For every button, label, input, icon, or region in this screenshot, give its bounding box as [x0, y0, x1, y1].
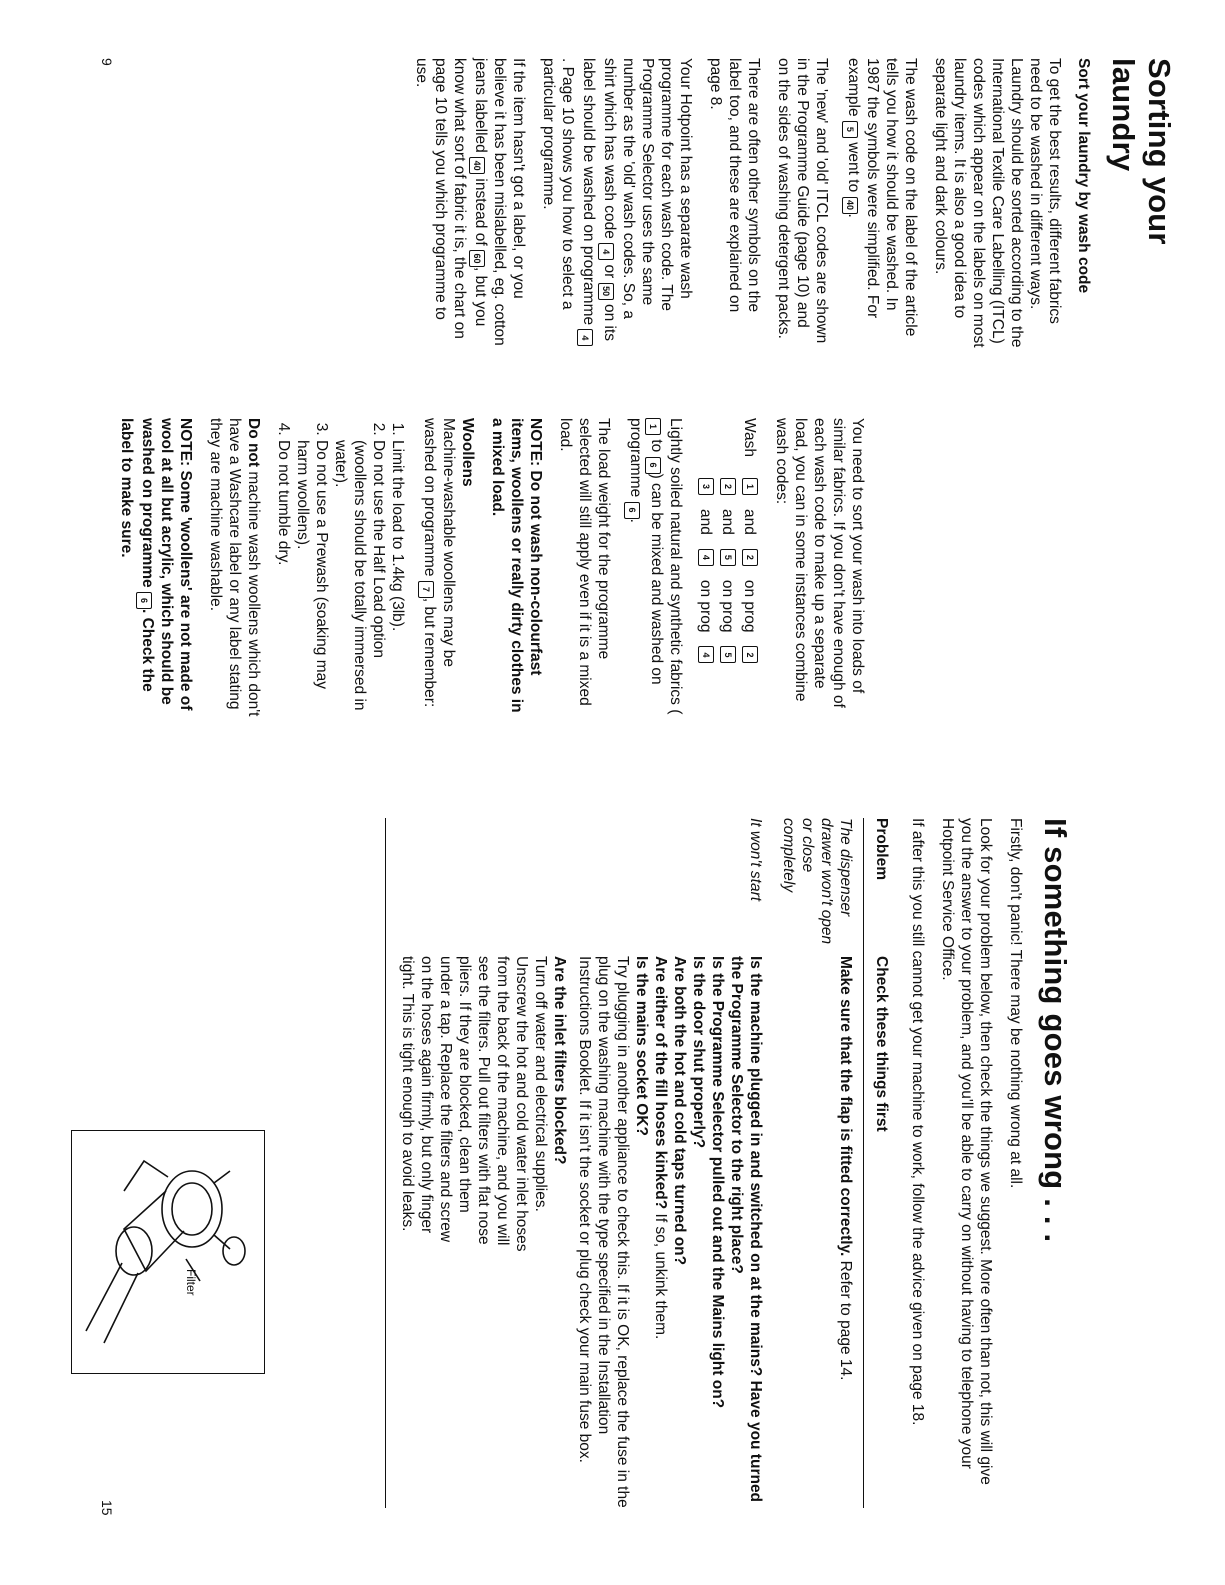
- wash-code-icon: 6: [645, 457, 661, 474]
- wash-code-icon: 3: [698, 478, 714, 495]
- woollens-heading: Woollens: [459, 418, 476, 487]
- paragraph: You need to sort your wash into loads of similar fabrics. If you don't have enough of each wash code to make up a separate load, you can in some instances combine wash codes:: [773, 418, 866, 708]
- problem-cell: It won't start: [386, 818, 774, 956]
- wash-code-icon: 1: [742, 478, 758, 495]
- page-title: If something goes wrong . . .: [1038, 818, 1073, 1243]
- table-header-row: [864, 818, 898, 1508]
- page-number-right: 15: [99, 1500, 115, 1516]
- hose-filter-icon: [72, 1131, 264, 1373]
- wash-code-icon: 50: [598, 283, 614, 300]
- inlet-filter-illustration: [71, 1130, 265, 1374]
- check-cell: Is the machine plugged in and switched on at the mains? Have you turned the Programme Selector to the right place? Is the Programme Selector pulled out and the Mains light on? Is the door shut properly? Are both the hot and cold taps turned on? Are either of the fill hoses kinked? If so, unkink them. Is the mains socket OK? Try plugging in another appliance to check this. If it is OK, replace the fuse in the plug on the washing machine with the type specified in the Installation Instructions Booklet. If it isn't the socket or plug check your main fuse box. Are the inlet filters blocked? Turn off water and electrical supplies. Unscrew the hot and cold water inlet hoses from the back of the machine, and you will see the filters. Pull out filters with flat nose pliers. If they are blocked, clean them under a tap. Replace the filters and screw on the hoses again firmly, but only finger tight. This is tight enough to avoid leaks.: [386, 956, 774, 1508]
- paragraph: Your Hotpoint has a separate wash programme for each wash code. The Programme Selector uses the same number as the 'old' wash codes. So, a shirt which has wash code 4 or 50 on its label should be washed on programme 4. Page 10 shows you how to select a particular programme.: [539, 58, 695, 348]
- list-item: 3. Do not use a Prewash (soaking may harm woollens).: [293, 440, 331, 718]
- wash-code-icon: 5: [720, 646, 736, 663]
- woollens-list: [274, 418, 407, 718]
- wash-code-icon: 6: [624, 502, 640, 519]
- note: NOTE: Some 'woollens' are not made of wool at all but acrylic, which should be washed on programme 6. Check the label to make sure.: [118, 418, 194, 711]
- list-item: 4. Do not tumble dry.: [274, 440, 293, 718]
- wash-code-icon: 2: [720, 478, 736, 495]
- paragraph: Firstly, don't panic! There may be nothing wrong at all.: [1007, 818, 1024, 1189]
- wash-code-icon: 4: [698, 549, 714, 566]
- wash-code-icon: 40: [842, 197, 858, 214]
- combine-row: Wash 1 and 2 on prog 2: [739, 418, 761, 718]
- troubleshooting-column: [385, 818, 1073, 1508]
- paragraph: Look for your problem below, then check the things we suggest. More often than not, this will give you the answer to your problem, and you'll be able to carry on without having to telephone your Hotpoint Service Office.: [939, 818, 994, 1485]
- wash-code-icon: 2: [742, 646, 758, 663]
- wash-code-icon: 4: [577, 329, 593, 346]
- problem-cell: The dispenser drawer won't open or close completely: [780, 818, 854, 945]
- wash-code-icon: 4: [698, 646, 714, 663]
- list-item: 1. Limit the load to 1.4kg (3lb).: [388, 440, 407, 718]
- combining-column: [106, 418, 867, 718]
- troubleshooting-table: [385, 818, 897, 1508]
- paragraph: If the item hasn't got a label, or you believe it has been mislabelled, eg. cotton jeans labelled 40 instead of 60, but you know what sort of fabric it is, the chart on page 10 tells you which programme to use.: [413, 58, 527, 346]
- note: NOTE: Do not wash non-colourfast items, woollens or really dirty clothes in a mixed load.: [489, 418, 544, 713]
- combine-row: 2 and 5 on prog 5: [717, 418, 739, 718]
- column-header: Problem: [864, 818, 898, 956]
- section-subtitle: Sort your laundry by wash code: [1075, 58, 1092, 294]
- wash-code-icon: 1: [645, 418, 661, 435]
- paragraph: Do not machine wash woollens which don't have a Washcare label or any label stating they are machine washable.: [207, 418, 262, 717]
- column-header: Check these things first: [864, 956, 898, 1508]
- paragraph: Machine-washable woollens may be washed on programme 7, but remember:: [418, 418, 458, 718]
- paragraph: Lightly soiled natural and synthetic fabrics (1 to 6) can be mixed and washed on programme 6.: [624, 418, 685, 718]
- paragraph: There are often other symbols on the label too, and these are explained on page 8.: [707, 58, 762, 313]
- paragraph: To get the best results, different fabrics need to be washed in different ways. Laundry should be sorted according to the International Textile Care Labelling (ITCL) codes which appear on the labels on most laundry items. It is also a good idea to separate light and dark colours.: [932, 58, 1063, 348]
- wash-code-icon: 6: [136, 592, 152, 609]
- list-item: 2. Do not use the Half Load option (woollens should be totally immersed in water).: [331, 440, 388, 718]
- page-number-left: 9: [99, 58, 115, 66]
- combine-codes-table: [695, 418, 761, 718]
- wash-code-icon: 60: [469, 250, 485, 267]
- wash-code-icon: 4: [598, 243, 614, 260]
- wash-code-icon: 40: [469, 157, 485, 174]
- paragraph: The wash code on the label of the article tells you how it should be washed. In 1987 the symbols were simplified. For example 5 went to 40.: [842, 58, 920, 348]
- wash-code-icon: 5: [842, 121, 858, 138]
- sorting-column: [401, 58, 1177, 348]
- table-row: [386, 818, 774, 1508]
- page-title: Sorting your laundry: [1106, 58, 1177, 245]
- paragraph: If after this you still cannot get your machine to work, follow the advice given on page 18.: [909, 818, 926, 1426]
- wash-code-icon: 5: [720, 549, 736, 566]
- wash-code-icon: 2: [742, 549, 758, 566]
- figure-label: Filter: [184, 1269, 198, 1296]
- wash-code-icon: 7: [418, 581, 434, 598]
- combine-row: 3 and 4 on prog 4: [695, 418, 717, 718]
- paragraph: The 'new' and 'old' ITCL codes are shown in the Programme Guide (page 10) and on the sides of washing detergent packs.: [775, 58, 830, 344]
- check-cell: Make sure that the flap is fitted correctly. Refer to page 14.: [837, 956, 854, 1381]
- table-row: [773, 818, 864, 1508]
- paragraph: The load weight for the programme selected will still apply even if it is a mixed load.: [557, 418, 612, 706]
